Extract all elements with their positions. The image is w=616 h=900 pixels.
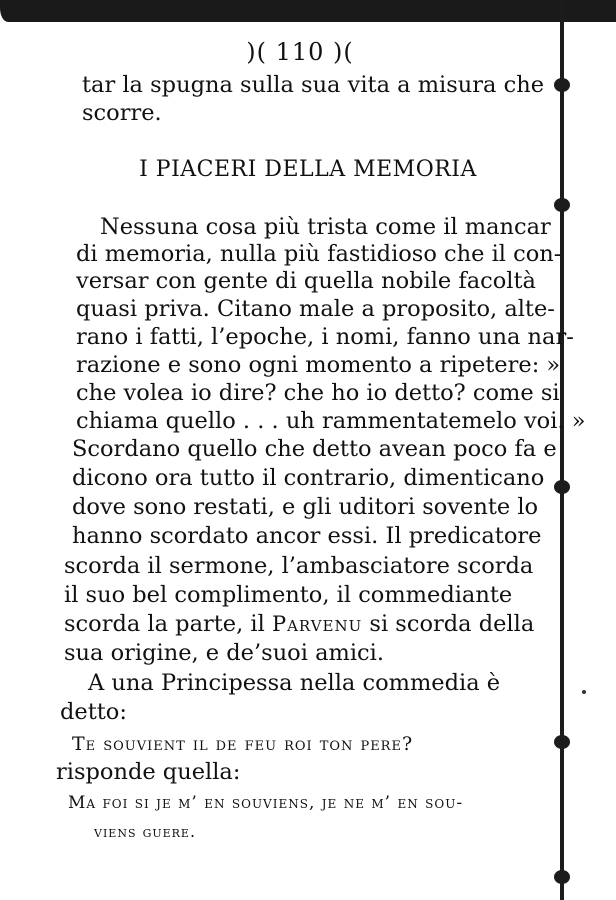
text-line: Nessuna cosa più trista come il mancar — [100, 214, 551, 240]
binding-stitch — [554, 78, 570, 92]
french-quote: viens guere. — [94, 822, 197, 841]
text-line: quasi priva. Citano male a proposito, alte- — [76, 296, 555, 322]
text-line: il suo bel complimento, il commediante — [64, 582, 513, 608]
french-quote: Te souvient il de feu roi ton pere? — [72, 733, 414, 755]
binding-stitch — [554, 480, 570, 494]
binding-spine — [560, 0, 564, 900]
text-fragment: si scorda della — [362, 611, 535, 637]
text-line: rano i fatti, l’epoche, i nomi, fanno una nar- — [76, 324, 574, 350]
binding-stitch — [554, 870, 570, 884]
text-line — [64, 611, 534, 638]
text-line: di memoria, nulla più fastidioso che il con- — [76, 241, 562, 267]
text-line: dove sono restati, e gli uditori sovente lo — [72, 494, 539, 520]
page-top-shadow — [180, 0, 430, 14]
text-line: tar la spugna sulla sua vita a misura che — [82, 72, 545, 98]
text-line: Scordano quello che detto avean poco fa e — [72, 436, 557, 462]
page-number: )( 110 )( — [246, 38, 354, 66]
text-line: dicono ora tutto il contrario, dimenticano — [72, 465, 545, 491]
text-fragment: scorda la parte, il — [64, 611, 272, 637]
text-line: razione e sono ogni momento a ripetere: » — [76, 352, 561, 378]
text-line: sua origine, e de’suoi amici. — [64, 640, 384, 666]
text-line: A una Principessa nella commedia è — [88, 670, 501, 696]
text-line: che volea io dire? che ho io detto? come si — [76, 380, 560, 406]
binding-stitch — [554, 735, 570, 749]
text-line: versar con gente di quella nobile facoltà — [76, 268, 536, 294]
text-line: hanno scordato ancor essi. Il predicatore — [72, 523, 542, 549]
text-line: detto: — [60, 699, 127, 725]
text-line: scorre. — [82, 100, 162, 126]
text-line: scorda il sermone, l’ambasciatore scorda — [64, 553, 534, 579]
binding-stitch — [554, 198, 570, 212]
small-caps-word: Parvenu — [271, 612, 363, 636]
text-line: risponde quella: — [56, 759, 241, 785]
paper-speck — [582, 690, 586, 694]
chapter-title: I PIACERI DELLA MEMORIA — [139, 157, 477, 182]
text-line: chiama quello . . . uh rammentatemelo voi. » — [76, 408, 586, 434]
french-quote: Ma foi si je m’ en souviens, je ne m’ en sou- — [68, 793, 464, 813]
